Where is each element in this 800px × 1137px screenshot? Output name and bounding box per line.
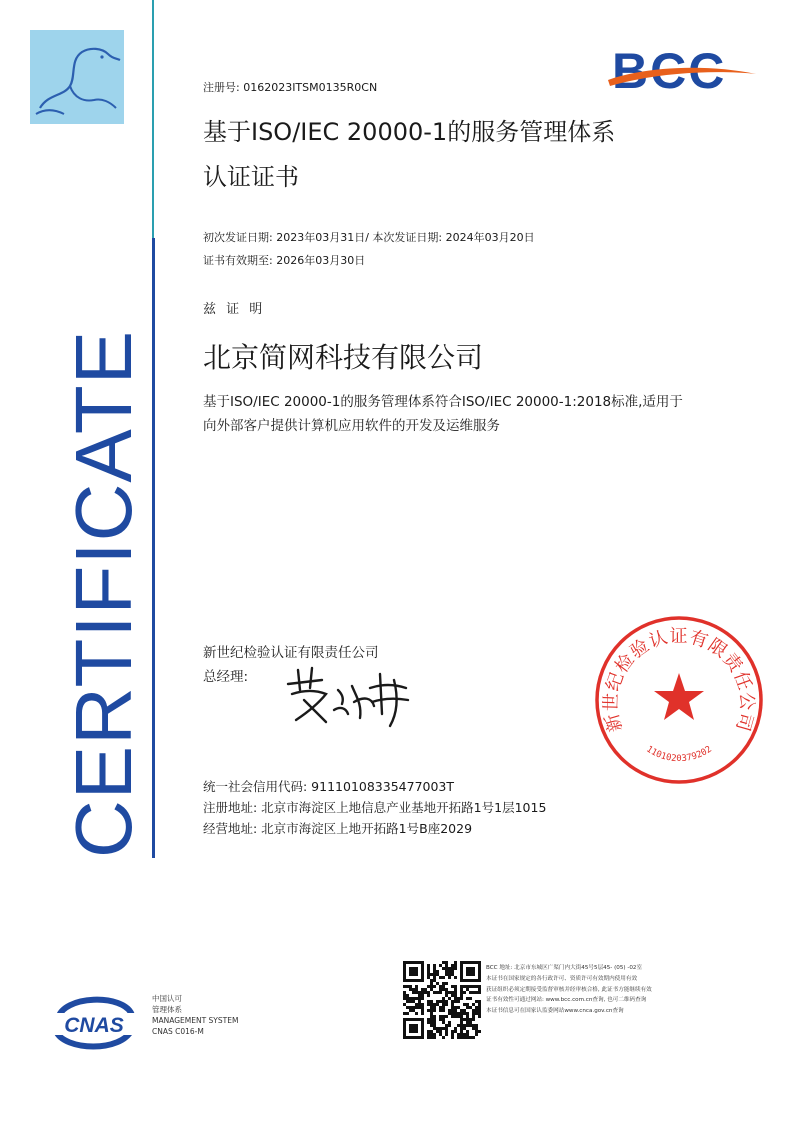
note-line: 本证书信息可在国家认监委网站www.cnca.gov.cn查询 xyxy=(486,1008,624,1015)
note-line: 获证组织必须定期接受监督审核并经审核合格, 此证书方能继续有效 xyxy=(486,986,652,993)
svg-text:1101020379202: 1101020379202 xyxy=(644,744,714,765)
bcc-logo-text: BCC xyxy=(612,43,727,99)
cnas-logo xyxy=(48,985,140,1057)
cnas-badge-text: CNAS xyxy=(64,1014,124,1037)
registered-address: 注册地址: 北京市海淀区上地信息产业基地开拓路1号1层1015 xyxy=(203,800,547,815)
qr-code[interactable] xyxy=(403,961,481,1039)
scope-line2: 向外部客户提供计算机应用软件的开发及运维服务 xyxy=(203,418,500,434)
hereby-certify: 兹 证 明 xyxy=(203,302,266,317)
certificate-notes xyxy=(486,963,786,1017)
vertical-certificate-title: CERTIFICATE xyxy=(59,329,148,858)
general-manager-label: 总经理: xyxy=(203,669,249,685)
cnas-line: 管理体系 xyxy=(152,1005,182,1014)
credit-code: 统一社会信用代码: 91110108335477003T xyxy=(203,779,455,794)
company-name: 北京简网科技有限公司 xyxy=(203,341,484,374)
business-address: 经营地址: 北京市海淀区上地开拓路1号B座2029 xyxy=(203,821,473,836)
svg-text:新世纪检验认证有限责任公司: 新世纪检验认证有限责任公司 xyxy=(600,625,758,735)
expiry-date: 证书有效期至: 2026年03月30日 xyxy=(203,254,366,267)
divider-blue-line xyxy=(152,238,155,858)
bcc-logo xyxy=(608,40,758,104)
issuer-name: 新世纪检验认证有限责任公司 xyxy=(203,645,379,661)
cnas-line: MANAGEMENT SYSTEM xyxy=(152,1016,239,1025)
note-line: BCC 地址: 北京市东城区广渠门内大街45号5层45- (05) -02室 xyxy=(486,965,643,971)
registration-number: 注册号: 0162023ITSM0135R0CN xyxy=(203,81,378,94)
official-seal-stamp xyxy=(592,613,766,787)
cnas-accreditation-text xyxy=(152,993,238,1037)
handwritten-signature xyxy=(282,660,422,730)
scope-line1: 基于ISO/IEC 20000-1的服务管理体系符合ISO/IEC 20000-1:2018标准,适用于 xyxy=(203,394,683,410)
beaver-logo-icon xyxy=(30,30,124,124)
note-line: 本证书在国家规定的各行政许可、资质许可有效期内使用有效 xyxy=(486,975,638,982)
certificate-title-line1: 基于ISO/IEC 20000-1的服务管理体系 xyxy=(203,118,616,146)
cnas-line: CNAS C016-M xyxy=(152,1027,204,1036)
note-line: 证书有效性可通过网站: www.bcc.com.cn查询, 也可二维码查询 xyxy=(486,997,647,1004)
certificate-title-line2: 认证证书 xyxy=(203,163,299,191)
cnas-line: 中国认可 xyxy=(152,994,182,1003)
issue-dates: 初次发证日期: 2023年03月31日/ 本次发证日期: 2024年03月20日 xyxy=(203,231,535,244)
divider-teal-line xyxy=(152,0,154,238)
